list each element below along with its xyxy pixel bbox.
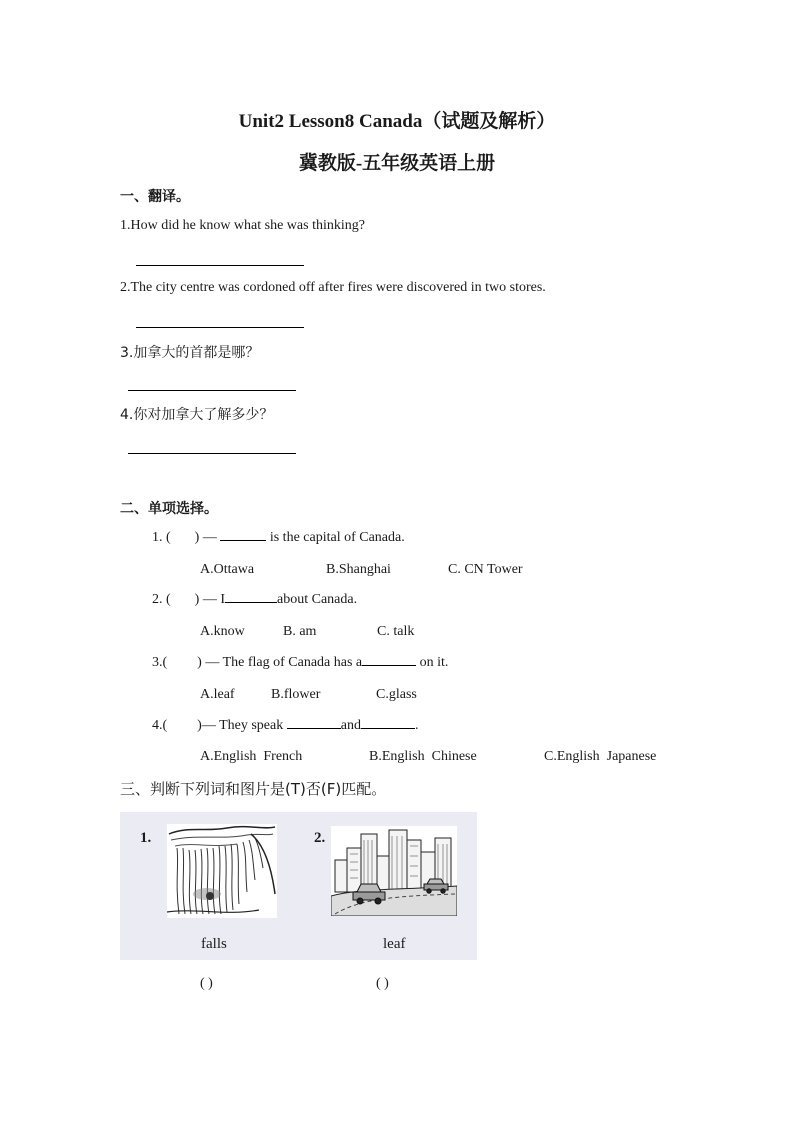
answer-line-3[interactable] bbox=[128, 390, 296, 391]
option-c[interactable]: C.English Japanese bbox=[544, 749, 657, 764]
waterfall-illustration-icon bbox=[167, 824, 277, 918]
fill-blank-1[interactable] bbox=[287, 727, 341, 729]
option-b[interactable]: B. am bbox=[283, 624, 317, 639]
mc-question-2 bbox=[152, 592, 357, 608]
option-a[interactable]: A.English French bbox=[200, 749, 303, 764]
question-pre: — bbox=[202, 530, 217, 545]
picture-panel bbox=[120, 812, 477, 960]
page-title: Unit2 Lesson8 Canada（试题及解析） bbox=[238, 111, 556, 132]
option-b[interactable]: B.Shanghai bbox=[326, 562, 391, 577]
mc-question-3 bbox=[152, 655, 448, 671]
translate-question-3: 3.加拿大的首都是哪？ bbox=[120, 345, 260, 361]
question-post: . bbox=[414, 718, 419, 733]
option-b[interactable]: B.English Chinese bbox=[369, 749, 477, 764]
translate-question-4: 4.你对加拿大了解多少？ bbox=[120, 407, 274, 423]
option-a[interactable]: A.leaf bbox=[200, 687, 235, 702]
section-3-heading: 三、判断下列词和图片是(T)否(F)匹配。 bbox=[120, 780, 387, 798]
answer-line-1[interactable] bbox=[136, 265, 304, 266]
question-post: is the capital of Canada. bbox=[269, 530, 405, 545]
fill-blank-2[interactable] bbox=[361, 727, 415, 729]
answer-paren-1[interactable]: ( ) bbox=[200, 976, 213, 991]
paren-close: ) bbox=[194, 592, 200, 607]
question-number: 2. ( bbox=[152, 592, 171, 607]
question-pre: — I bbox=[202, 592, 226, 607]
paren-close: ) bbox=[197, 655, 202, 670]
mc-question-4 bbox=[152, 718, 418, 734]
option-b[interactable]: B.flower bbox=[271, 687, 321, 702]
question-post: about Canada. bbox=[277, 592, 358, 607]
fill-blank[interactable] bbox=[362, 664, 416, 666]
option-c[interactable]: C. talk bbox=[377, 624, 415, 639]
fill-blank[interactable] bbox=[220, 539, 266, 541]
question-pre: — They speak bbox=[201, 718, 284, 733]
paren-close: ) bbox=[197, 718, 202, 733]
translate-question-2: 2.The city centre was cordoned off after fires were discovered in two stores. bbox=[120, 280, 546, 295]
question-pre: — The flag of Canada has a bbox=[205, 655, 363, 670]
question-mid: and bbox=[340, 718, 361, 733]
city-street-illustration-icon bbox=[331, 826, 457, 916]
picture-number-2: 2. bbox=[314, 830, 326, 846]
option-c[interactable]: C.glass bbox=[376, 687, 417, 702]
question-number: 1. ( bbox=[152, 530, 171, 545]
paren-close: ) bbox=[194, 530, 200, 545]
option-c[interactable]: C. CN Tower bbox=[448, 562, 523, 577]
option-a[interactable]: A.Ottawa bbox=[200, 562, 255, 577]
answer-line-4[interactable] bbox=[128, 453, 296, 454]
section-1-heading: 一、翻译。 bbox=[120, 189, 190, 205]
question-number: 3.( bbox=[152, 655, 168, 670]
question-post: on it. bbox=[419, 655, 449, 670]
question-number: 4.( bbox=[152, 718, 168, 733]
option-a[interactable]: A.know bbox=[200, 624, 245, 639]
page-subtitle: 冀教版-五年级英语上册 bbox=[298, 153, 496, 174]
picture-number-1: 1. bbox=[140, 830, 152, 846]
picture-caption-2: leaf bbox=[383, 936, 406, 952]
translate-question-1: 1.How did he know what she was thinking? bbox=[120, 218, 365, 233]
mc-question-1 bbox=[152, 530, 405, 546]
answer-line-2[interactable] bbox=[136, 327, 304, 328]
section-2-heading: 二、单项选择。 bbox=[120, 501, 218, 517]
answer-paren-2[interactable]: ( ) bbox=[376, 976, 389, 991]
picture-caption-1: falls bbox=[201, 936, 227, 952]
fill-blank[interactable] bbox=[225, 601, 277, 603]
